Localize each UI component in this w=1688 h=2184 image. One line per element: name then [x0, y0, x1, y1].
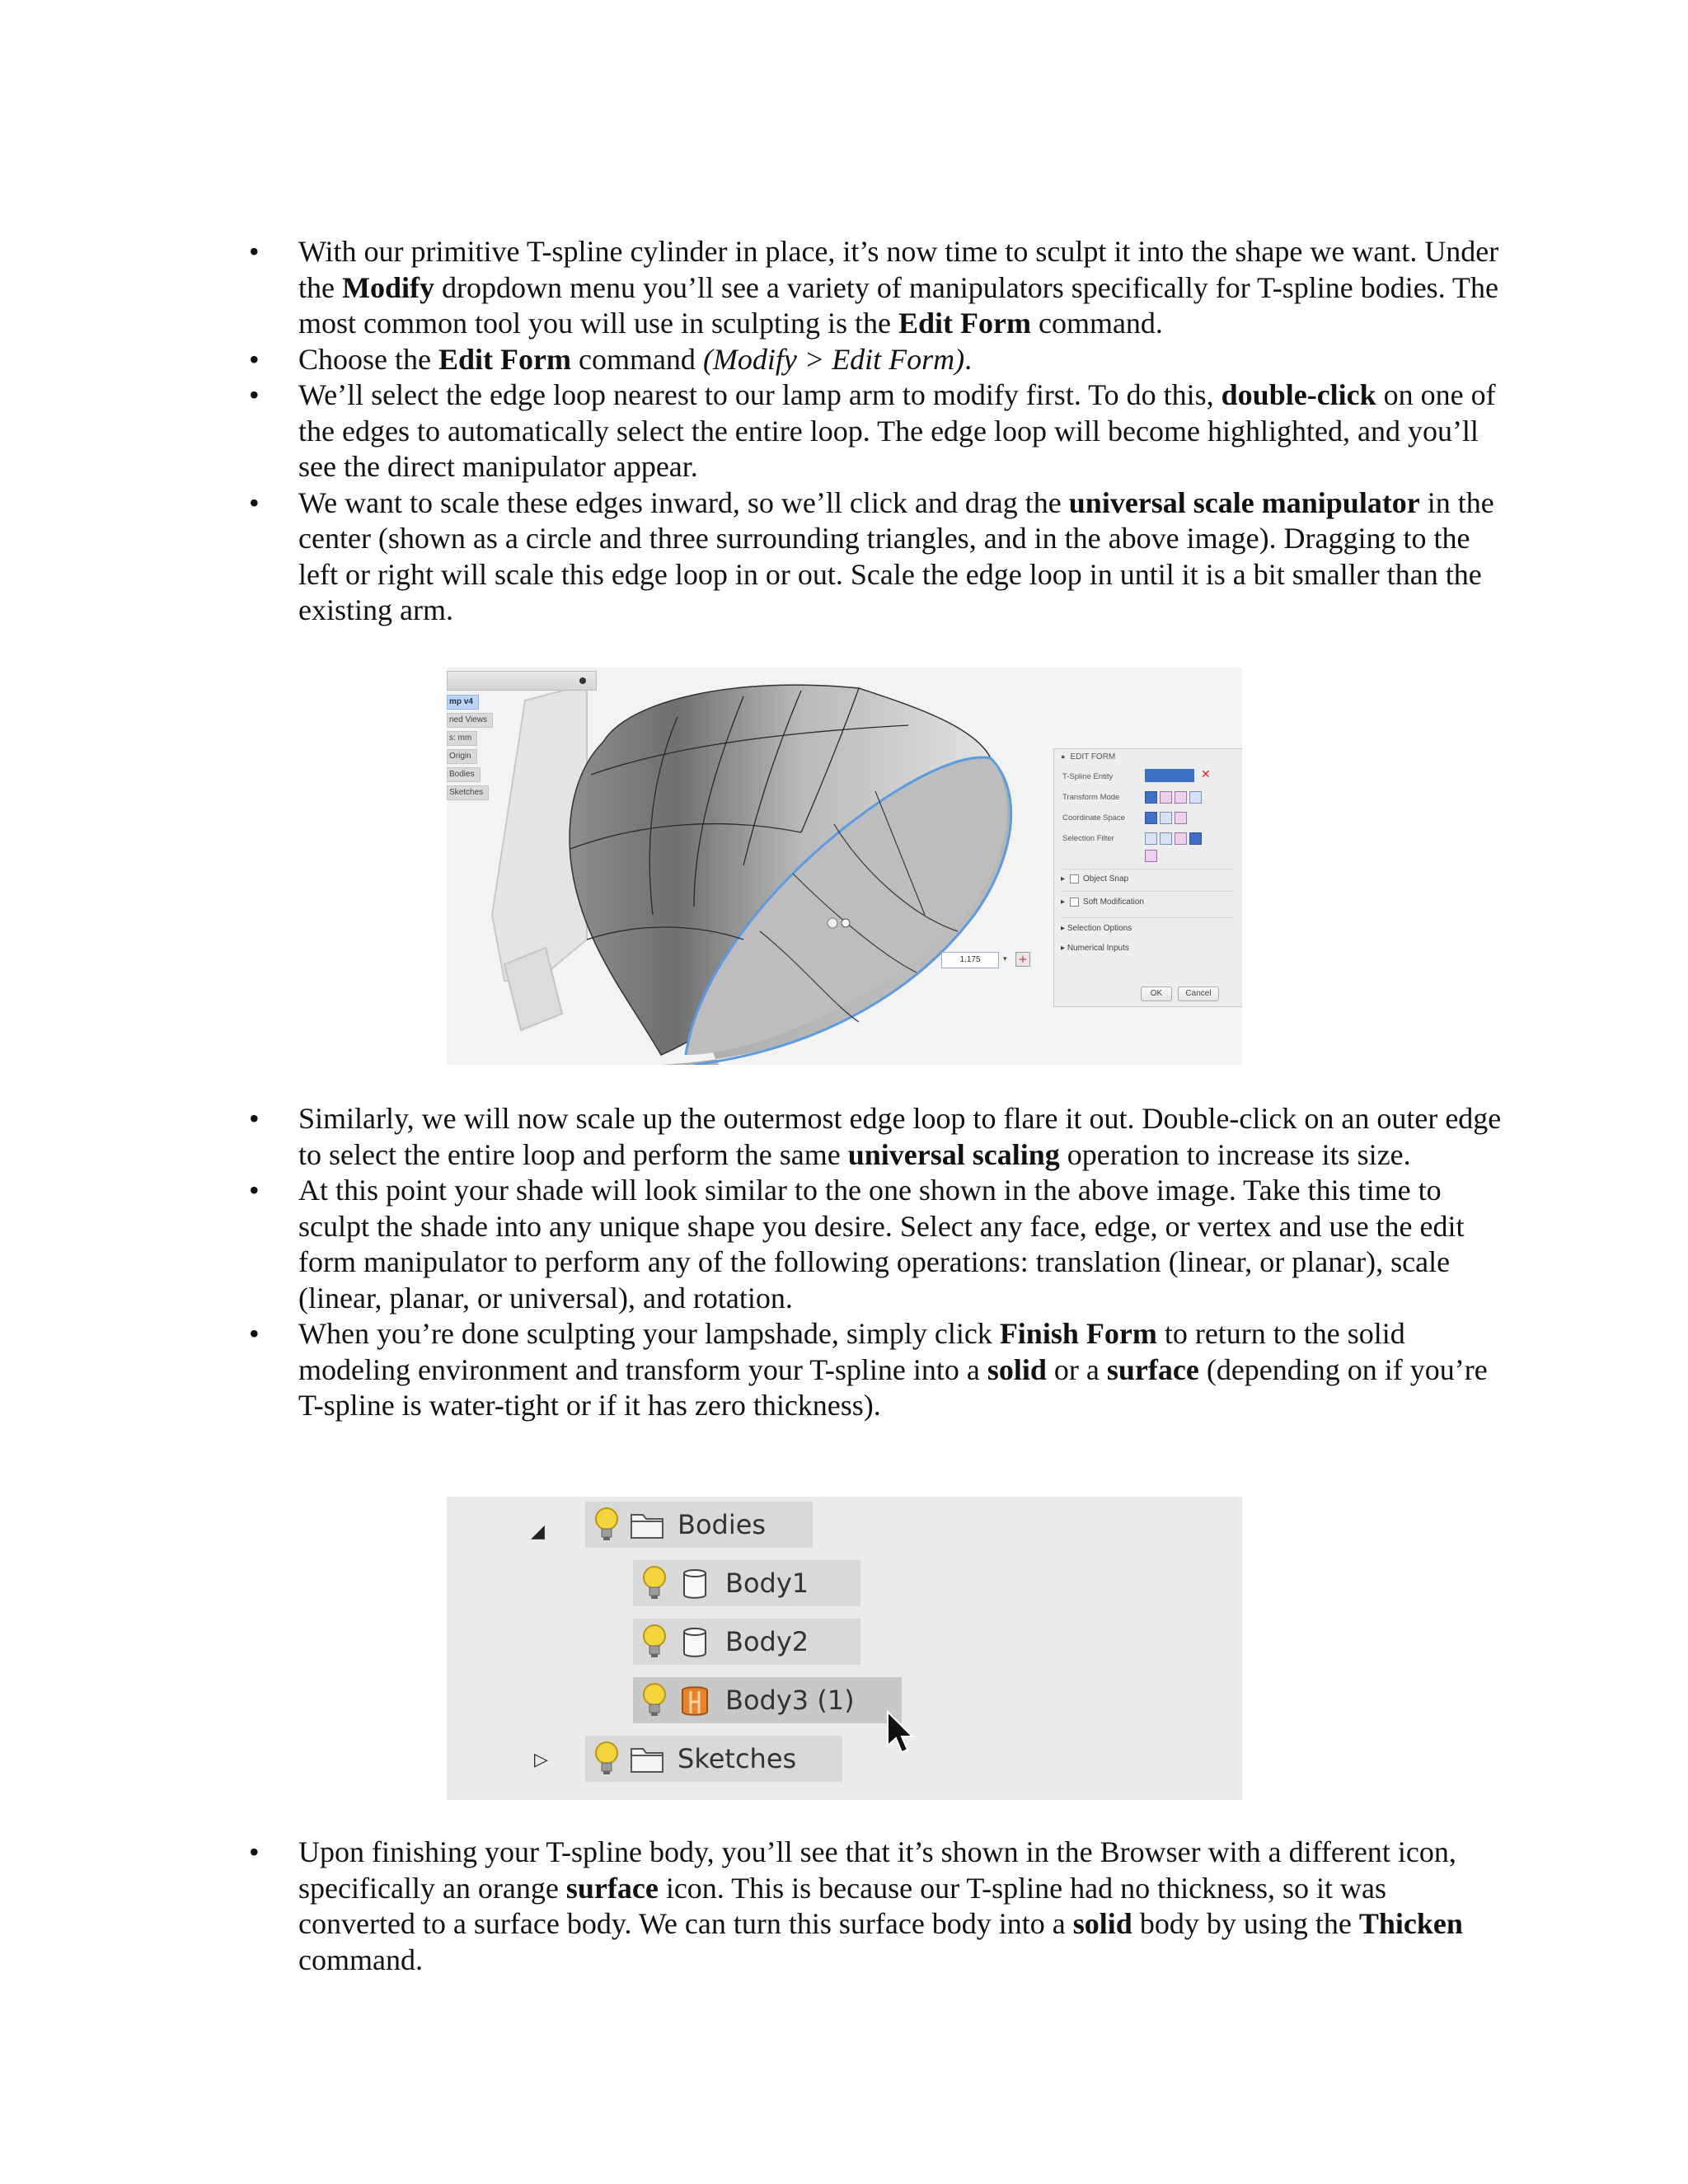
- visibility-bulb-icon[interactable]: [592, 1506, 621, 1544]
- browser-item[interactable]: Sketches: [447, 785, 489, 800]
- text-run: Upon finishing your T-spline body, you’ll see that it’s shown in the Browser with a different icon, specifically an orange: [298, 1835, 1456, 1905]
- text-run: on one of the edges to automatically select the entire loop. The edge loop will become highlighted, and you’ll see the direct manipulator appear.: [298, 378, 1496, 483]
- folder-icon: [628, 1508, 666, 1541]
- edit-form-dialog: [1053, 748, 1242, 1007]
- tree-item-body3[interactable]: [633, 1677, 902, 1723]
- bullet-item: [249, 342, 1502, 378]
- tree-item-label: Body1: [725, 1568, 809, 1599]
- bold-text: solid: [987, 1352, 1047, 1386]
- browser-item[interactable]: ned Views: [447, 713, 493, 728]
- browser-item[interactable]: Origin: [447, 749, 477, 764]
- tspline-entity-label: T-Spline Entity: [1062, 772, 1114, 781]
- object-snap-label: Object Snap: [1083, 874, 1129, 884]
- selection-filter-icon[interactable]: [1189, 832, 1202, 845]
- bullet-item: [249, 1173, 1502, 1316]
- browser-item[interactable]: mp v4: [447, 695, 479, 710]
- selection-filter-icon[interactable]: [1175, 832, 1187, 845]
- expanded-triangle-icon[interactable]: ◢: [531, 1521, 545, 1542]
- tree-item-body2[interactable]: [633, 1619, 860, 1665]
- tree-item-label: Bodies: [678, 1509, 767, 1540]
- bold-text: universal scaling: [847, 1137, 1060, 1171]
- ok-button[interactable]: OK: [1141, 987, 1172, 1001]
- text-run: icon. This is because our T-spline had no thickness, so it was converted to a surface body. We can turn this surface body into a: [298, 1871, 1387, 1940]
- edit-form-screenshot: [447, 668, 1242, 1065]
- bullet-item: [249, 485, 1502, 629]
- text-run: Choose the: [298, 342, 438, 376]
- browser-header: [447, 671, 597, 691]
- transform-mode-icon[interactable]: [1175, 791, 1187, 804]
- bullet-list-top: [249, 234, 1502, 629]
- soft-modification-option[interactable]: ▸ Soft Modification: [1061, 898, 1144, 907]
- bold-text: surface: [1106, 1352, 1199, 1386]
- text-run: We’ll select the edge loop nearest to our lamp arm to modify first. To do this,: [298, 378, 1221, 411]
- selection-filter-icon[interactable]: [1145, 832, 1157, 845]
- browser-tree-screenshot: [447, 1497, 1242, 1800]
- transform-mode-icon[interactable]: [1189, 791, 1202, 804]
- panel-pin-icon: [579, 677, 586, 684]
- transform-mode-icon[interactable]: [1160, 791, 1172, 804]
- browser-panel: [447, 668, 597, 824]
- text-run: body by using the: [1132, 1907, 1359, 1940]
- selection-options-label: Selection Options: [1067, 924, 1132, 933]
- selection-filter-icon[interactable]: [1145, 850, 1157, 862]
- dialog-title: ● EDIT FORM: [1061, 752, 1115, 762]
- text-run: in the center (shown as a circle and three surrounding triangles, and in the above image). Dragging to the left or right will scale this edge loop in or out. Scale the edge loop in until it is a bit smaller than the existing arm.: [298, 485, 1494, 626]
- bold-text: solid: [1072, 1907, 1132, 1940]
- cancel-button[interactable]: Cancel: [1178, 987, 1219, 1001]
- scale-value-input[interactable]: 1.175: [941, 952, 999, 968]
- numerical-inputs-section[interactable]: ▸ Numerical Inputs: [1061, 944, 1129, 953]
- object-snap-checkbox[interactable]: [1070, 874, 1079, 883]
- text-run: When you’re done sculpting your lampshade, simply click: [298, 1317, 1000, 1350]
- visibility-bulb-icon[interactable]: [640, 1564, 669, 1602]
- text-run: command.: [298, 1943, 423, 1976]
- bold-text: universal scale manipulator: [1068, 485, 1420, 519]
- text-run: or a: [1046, 1352, 1107, 1386]
- tree-item-sketches[interactable]: [585, 1736, 842, 1782]
- folder-icon: [628, 1742, 666, 1775]
- bullet-list-bottom: [249, 1835, 1502, 1978]
- bullet-item: [249, 234, 1502, 342]
- selection-options-section[interactable]: ▸ Selection Options: [1061, 924, 1132, 933]
- tree-item-label: Sketches: [678, 1743, 797, 1774]
- coordinate-space-icon[interactable]: [1145, 812, 1157, 824]
- surface-body-icon: [676, 1684, 714, 1717]
- bullet-list-middle: [249, 1101, 1502, 1424]
- tree-item-label: Body2: [725, 1626, 809, 1657]
- text-run: command: [570, 342, 703, 376]
- text-run: At this point your shade will look similar to the one shown in the above image. Take this time to sculpt the shade into any unique shape you desire. Select any face, edge, or vertex and use the edit form manipulator to perform any of the following operations: translation (linear, or planar), scale (linear, planar, or universal), and rotation.: [298, 1174, 1465, 1315]
- text-run: dropdown menu you’ll see a variety of manipulators specifically for T-spline bodies. The most common tool you will use in sculpting is the: [298, 270, 1499, 340]
- bullet-item: [249, 377, 1502, 485]
- coordinate-space-icon[interactable]: [1160, 812, 1172, 824]
- bullet-item: [249, 1835, 1502, 1978]
- text-run: Similarly, we will now scale up the outermost edge loop to flare it out. Double-click on an outer edge to select the entire loop and perform the same: [298, 1102, 1502, 1171]
- clear-selection-icon[interactable]: ✕: [1201, 767, 1211, 780]
- solid-body-icon: [676, 1567, 714, 1600]
- bold-text: Thicken: [1358, 1907, 1463, 1940]
- transform-mode-label: Transform Mode: [1062, 793, 1120, 802]
- bold-text: surface: [565, 1871, 659, 1905]
- solid-body-icon: [676, 1625, 714, 1658]
- divider: [1061, 917, 1234, 918]
- bullet-item: [249, 1101, 1502, 1173]
- add-icon[interactable]: +: [1015, 952, 1030, 967]
- numerical-inputs-label: Numerical Inputs: [1067, 944, 1129, 953]
- visibility-bulb-icon[interactable]: [592, 1740, 621, 1778]
- coordinate-space-icon[interactable]: [1175, 812, 1187, 824]
- transform-mode-icon[interactable]: [1145, 791, 1157, 804]
- dropdown-arrow-icon[interactable]: ▾: [1003, 955, 1007, 963]
- bold-text: Edit Form: [898, 307, 1031, 340]
- selection-filter-icon[interactable]: [1160, 832, 1172, 845]
- text-run: to return to the solid modeling environment and transform your T-spline into a: [298, 1317, 1405, 1386]
- tree-item-body1[interactable]: [633, 1560, 860, 1606]
- entity-selector[interactable]: [1145, 769, 1194, 782]
- bold-text: Modify: [341, 270, 434, 304]
- tree-item-bodies[interactable]: [585, 1502, 813, 1548]
- divider: [1061, 891, 1234, 892]
- text-run: command.: [1030, 307, 1163, 340]
- text-run: (depending on if you’re T-spline is water-tight or if it has zero thickness).: [298, 1352, 1488, 1422]
- mouse-cursor-icon: [885, 1709, 915, 1757]
- selection-filter-label: Selection Filter: [1062, 834, 1114, 843]
- object-snap-option[interactable]: ▸ Object Snap: [1061, 874, 1129, 884]
- text-run: .: [964, 342, 973, 376]
- browser-item[interactable]: Bodies: [447, 767, 481, 782]
- bold-text: Edit Form: [438, 342, 571, 376]
- italic-text: (Modify > Edit Form): [702, 342, 965, 376]
- visibility-bulb-icon[interactable]: [640, 1681, 669, 1719]
- soft-modification-label: Soft Modification: [1083, 898, 1144, 907]
- coordinate-space-label: Coordinate Space: [1062, 813, 1126, 823]
- soft-modification-checkbox[interactable]: [1070, 898, 1079, 907]
- collapsed-triangle-icon[interactable]: ▷: [534, 1750, 548, 1770]
- browser-item[interactable]: s: mm: [447, 731, 477, 746]
- tree-item-label: Body3 (1): [725, 1685, 855, 1716]
- text-run: operation to increase its size.: [1059, 1137, 1411, 1171]
- text-run: We want to scale these edges inward, so we’ll click and drag the: [298, 485, 1069, 519]
- visibility-bulb-icon[interactable]: [640, 1623, 669, 1661]
- text-run: With our primitive T-spline cylinder in place, it’s now time to sculpt it into the shape we want. Under the: [298, 235, 1499, 304]
- bullet-item: [249, 1316, 1502, 1424]
- bold-text: Finish Form: [999, 1317, 1157, 1350]
- bold-text: double-click: [1221, 378, 1376, 411]
